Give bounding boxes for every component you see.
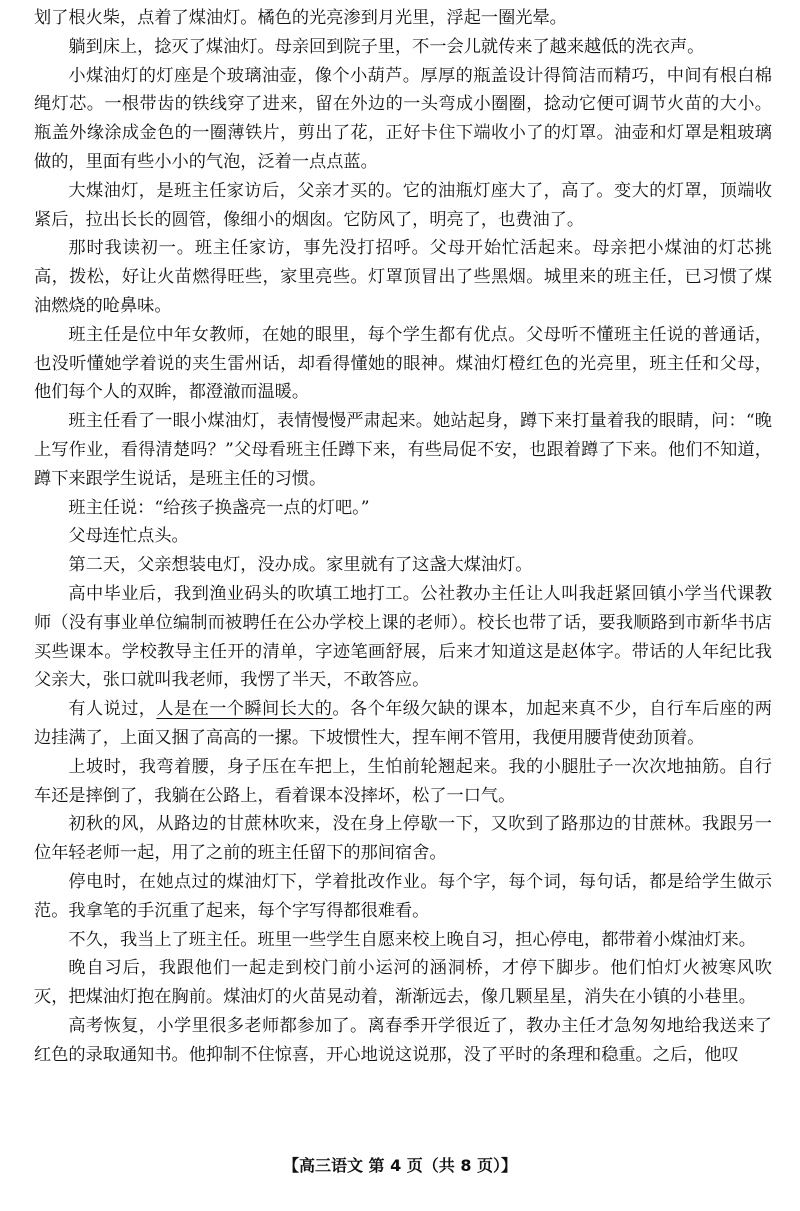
- p12-after: 。各个年级欠缺的课本，加起来真不少，自行车后座的两边挂满了，上面又捆了高高的一摞。下坡惯性大，捏车闸不管用，我便用腰背使劲顶着。: [34, 699, 772, 748]
- paragraph-5: 那时我读初一。班主任家访，事先没打招呼。父母开始忙活起来。母亲把小煤油的灯芯挑高，拨松，好让火苗燃得旺些，家里亮些。灯罩顶冒出了些黑烟。城里来的班主任，已习惯了煤油燃烧的呛鼻味。: [34, 238, 772, 316]
- paragraph-1: 划了根火柴，点着了煤油灯。橘色的光亮渗到月光里，浮起一圈光晕。: [34, 8, 567, 28]
- paragraph-13: 上坡时，我弯着腰，身子压在车把上，生怕前轮翘起来。我的小腿肚子一次次地抽筋。自行车还是摔倒了，我躺在公路上，看着课本没摔坏，松了一口气。: [34, 756, 772, 806]
- paragraph-7: 班主任看了一眼小煤油灯，表情慢慢严肃起来。她站起身，蹲下来打量着我的眼睛，问：“晚上写作业，看得清楚吗？”父母看班主任蹲下来，有些局促不安，也跟着蹲了下来。他们不知道，蹲下来跟学生说话，是班主任的习惯。: [34, 411, 772, 489]
- paragraph-11: 高中毕业后，我到渔业码头的吹填工地打工。公社教办主任让人叫我赶紧回镇小学当代课教师（没有事业单位编制而被聘任在公办学校上课的老师）。校长也带了话，要我顺路到市新华书店买些课本。学校教导主任开的清单，字迹笔画舒展，后来才知道这是赵体字。带话的人年纪比我父亲大，张口就叫我老师，我愣了半天，不敢答应。: [34, 583, 772, 691]
- paragraph-12: [34, 695, 772, 753]
- paragraph-9: 父母连忙点头。: [68, 526, 189, 547]
- paragraph-18: 高考恢复，小学里很多老师都参加了。离春季开学很近了，教办主任才急匆匆地给我送来了红色的录取通知书。他抑制不住惊喜，开心地说这说那，没了平时的条理和稳重。之后，他叹: [34, 1015, 772, 1065]
- paragraph-6: 班主任是位中年女教师，在她的眼里，每个学生都有优点。父母听不懂班主任说的普通话，也没听懂她学着说的夹生雷州话，却看得懂她的眼神。煤油灯橙红色的光亮里，班主任和父母，他们每个人的双眸，都澄澈而温暖。: [34, 324, 772, 403]
- paragraph-17: 晚自习后，我跟他们一起走到校门前小运河的涵洞桥，才停下脚步。他们怕灯火被寒风吹灭，把煤油灯抱在胸前。煤油灯的火苗晃动着，渐渐远去，像几颗星星，消失在小镇的小巷里。: [34, 958, 772, 1008]
- article-body: [34, 4, 772, 1069]
- underlined-sentence: 人是在一个瞬间长大的: [156, 699, 333, 720]
- paragraph-10: 第二天，父亲想装电灯，没办成。家里就有了这盏大煤油灯。: [68, 555, 533, 576]
- paragraph-4: 大煤油灯，是班主任家访后，父亲才买的。它的油瓶灯座大了，高了。变大的灯罩，顶端收紧后，拉出长长的圆管，像细小的烟囱。它防风了，明亮了，也费油了。: [34, 180, 772, 230]
- paragraph-3: 小煤油灯的灯座是个玻璃油壶，像个小葫芦。厚厚的瓶盖设计得简洁而精巧，中间有根白棉绳灯芯。一根带齿的铁线穿了进来，留在外边的一头弯成小圈圈，捻动它便可调节火苗的大小。瓶盖外缘涂成金色的一圈薄铁片，剪出了花，正好卡住下端收小了的灯罩。油壶和灯罩是粗玻璃做的，里面有些小小的气泡，泛着一点点蓝。: [34, 65, 772, 172]
- paragraph-15: 停电时，在她点过的煤油灯下，学着批改作业。每个字，每个词，每句话，都是给学生做示范。我拿笔的手沉重了起来，每个字写得都很难看。: [34, 871, 772, 921]
- paragraph-16: 不久，我当上了班主任。班里一些学生自愿来校上晚自习，担心停电，都带着小煤油灯来。: [68, 929, 756, 950]
- p12-before: 有人说过，: [68, 699, 157, 720]
- paragraph-2: 躺到床上，捻灭了煤油灯。母亲回到院子里，不一会儿就传来了越来越低的洗衣声。: [68, 36, 705, 57]
- page-footer: 【高三语文 第 4 页（共 8 页）】: [282, 1156, 518, 1175]
- paragraph-14: 初秋的风，从路边的甘蔗林吹来，没在身上停歇一下，又吹到了路那边的甘蔗林。我跟另一位年轻老师一起，用了之前的班主任留下的那间宿舍。: [34, 814, 772, 864]
- paragraph-8: 班主任说：“给孩子换盏亮一点的灯吧。”: [68, 497, 370, 518]
